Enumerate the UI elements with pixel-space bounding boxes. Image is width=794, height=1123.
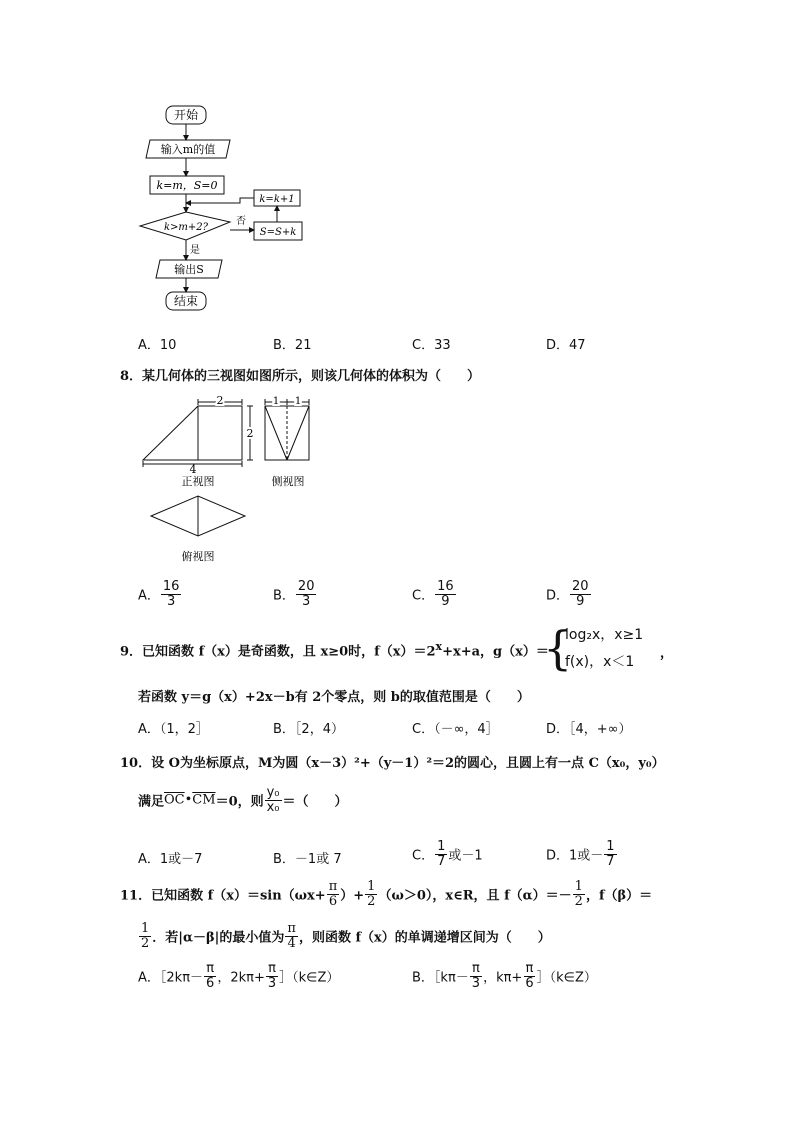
q9-option-c: C．（－∞，4］ — [412, 722, 499, 737]
q9-option-d: D．［4，+∞） — [546, 722, 632, 737]
top-view-label: 俯视图 — [181, 550, 215, 563]
q8-option-a: A． $\frac{16}{3}$ — [138, 579, 180, 609]
q9-comma: ， — [660, 646, 674, 661]
q11-option-b: B．［kπ－ $\frac{\pi}{3}$ ，kπ+ $\frac{\pi}{6}$ ］（k∈Z） — [412, 961, 597, 991]
flow-no: 否 — [236, 216, 246, 227]
flow-start: 开始 — [173, 108, 199, 122]
q7-option-a: A．10 — [138, 338, 177, 353]
q7-option-b: B．21 — [273, 338, 312, 353]
q10-option-d: D．1或－ $\frac{1}{7}$ — [546, 839, 615, 869]
flow-init: k=m，S=0 — [156, 179, 218, 192]
side-view-label: 侧视图 — [271, 475, 305, 488]
q10-option-c: C． $\frac{1}{7}$ 或－1 — [412, 839, 483, 869]
q10-stem: 10．设 O为坐标原点，M为圆（x－3）²+（y－1）²＝2的圆心，且圆上有一点 C（x₀，y₀） — [120, 756, 665, 771]
q9-case-2: f(x)，x＜1 — [565, 654, 635, 670]
q8-stem: 8．某几何体的三视图如图所示，则该几何体的体积为（ ） — [120, 369, 481, 384]
q9-option-b: B．［2，4） — [273, 722, 344, 737]
q8-option-b: B． $\frac{20}{3}$ — [273, 579, 315, 609]
q11-option-a: A．［2kπ－ $\frac{\pi}{6}$ ，2kπ+ $\frac{\pi}{3}$ ］（k∈Z） — [138, 961, 340, 991]
flow-end: 结束 — [173, 294, 199, 308]
front-view-label: 正视图 — [181, 475, 215, 488]
dim-4: 4 — [189, 463, 197, 476]
q10-condition: 满足$\overline{OC}•\overline{CM}=0$，则 $\frac{\text{y₀}}{\text{x₀}}$ ＝（ ） — [138, 785, 348, 815]
q7-option-c: C．33 — [412, 338, 451, 353]
q8-option-d: D． $\frac{20}{9}$ — [546, 579, 589, 609]
flow-output: 输出S — [174, 263, 204, 276]
q8-option-c: C． $\frac{16}{9}$ — [412, 579, 454, 609]
dim-1a: 1 — [272, 396, 280, 407]
q11-stem-line2: $\frac{1}{2}$ ．若|α－β|的最小值为 $\frac{\pi}{4}$ ，则函数 f（x）的单调递增区间为（ ） — [141, 921, 551, 951]
q11-stem-line1: 11．已知函数 f（x）＝sin（ωx+ $\frac{\pi}{6}$ ）+ $\frac{1}{2}$ （ω＞0），x∈R，且 f（α）＝－ $\frac{1}{2}$ ，f（β）＝ — [120, 879, 653, 909]
q9-option-a: A．（1，2］ — [138, 722, 209, 737]
flow-update-k: k=k+1 — [259, 194, 295, 205]
q7-option-d: D．47 — [546, 338, 586, 353]
flowchart — [130, 100, 330, 320]
flow-yes: 是 — [190, 245, 200, 256]
q9-brace: { — [543, 621, 573, 675]
flow-update-s: S=S+k — [259, 227, 297, 238]
q9-line2: 若函数 y＝g（x）+2x－b有 2个零点，则 b的取值范围是（ ） — [138, 690, 530, 705]
flow-input: 输入m的值 — [160, 143, 216, 156]
q9-case-1: log₂x，x≥1 — [565, 627, 644, 643]
three-view-diagram — [138, 392, 328, 572]
dim-2-side: 2 — [246, 427, 254, 440]
q10-option-a: A．1或－7 — [138, 852, 203, 867]
dim-1b: 1 — [294, 396, 302, 407]
q9-stem: 9．已知函数 f（x）是奇函数，且 x≥0时，$f(x)=2^x+x+a$，g（x）＝ — [120, 640, 549, 660]
dim-2-top: 2 — [216, 394, 224, 407]
q10-option-b: B．－1或 7 — [273, 852, 342, 867]
flow-condition: k>m+2? — [163, 222, 209, 233]
